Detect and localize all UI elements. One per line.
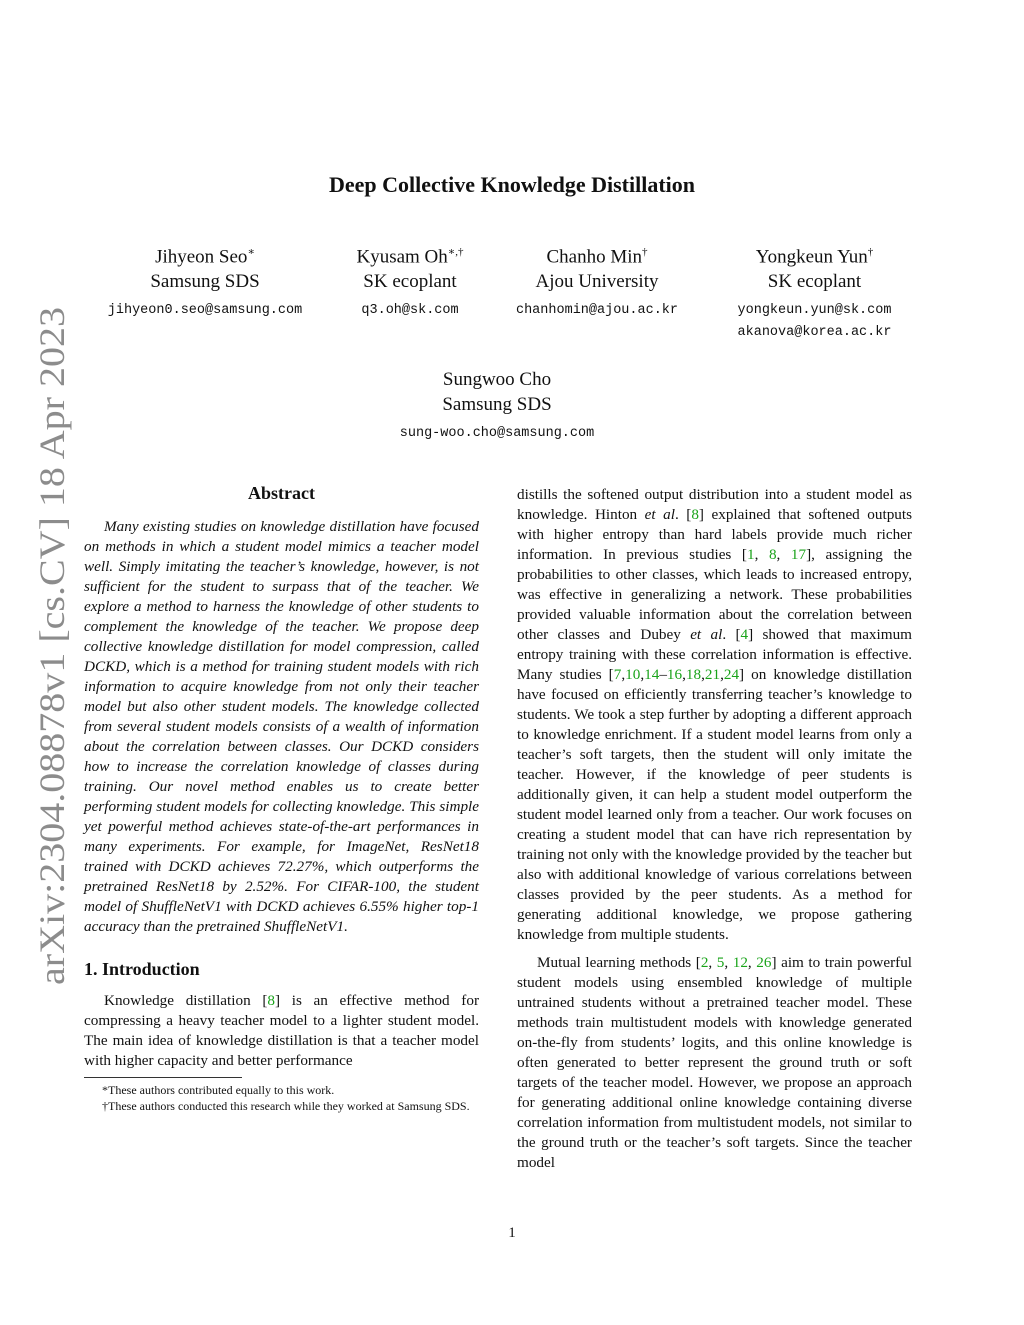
text-run: ,: [701, 666, 705, 683]
author-name: Kyusam Oh: [356, 246, 448, 268]
author-name: Yongkeun Yun: [755, 246, 868, 268]
author-block: [362, 367, 632, 445]
text-run: –: [659, 666, 667, 683]
author-mark: ∗,†: [447, 246, 464, 258]
citation-link[interactable]: 10: [625, 666, 641, 683]
citation-link[interactable]: 5: [716, 954, 725, 971]
citation-link[interactable]: 18: [685, 666, 702, 683]
arxiv-id-svg: [12, 305, 80, 985]
text-run: . [: [674, 506, 692, 523]
page-number: 1: [508, 1225, 516, 1241]
arxiv-id: arXiv:2304.08878v1 [cs.CV] 18 Apr 2023: [32, 375, 72, 985]
paper-title: Deep Collective Knowledge Distillation: [328, 172, 695, 197]
author-block: [330, 240, 490, 322]
citation-link[interactable]: 1: [746, 546, 755, 563]
author-block: [712, 240, 917, 344]
arxiv-sidebar: [12, 305, 80, 985]
author-email: q3.oh@sk.com: [361, 303, 459, 319]
citation-link[interactable]: 24: [723, 666, 740, 683]
footnote: †These authors conducted this research while they worked at Samsung SDS.: [102, 1099, 470, 1113]
text-run: ,: [640, 666, 645, 683]
text-run: ] on knowledge distillation have focused on efficiently transferring teacher’s knowledge to students. We took a step further by adopting a different approach to knowledge enrichment. If a student model learns from only a teacher’s soft targets, then the student will only imitate the teacher. However, if the knowledge of peer students is additionally given, it can help a student model outperform the student model learned only from a teacher. Our work focuses on creating a student model that can have rich representation by training not only with the knowledge provided by the teacher but also with additional knowledge of various correlations between classes provided by the peer students. As a method for generating additional knowledge, we propose gathering knowledge from multiple students.: [517, 666, 912, 943]
author-block: [85, 240, 325, 322]
citation-link[interactable]: 14: [644, 666, 660, 683]
text-run: ] aim to train powerful student models using ensembled knowledge of multiple untrained students without a pretrained teacher model. These methods train multistudent models with knowledge generated on-the-fly from students’ logits, and this online knowledge is often generated to better represent the ground truth or soft targets of the teacher model. However, we propose an approach for generating additional online knowledge containing diverse correlation information from multistudent models, not similar to the ground truth or the teacher’s soft targets. Since the teacher model: [517, 954, 913, 1171]
author-email: jihyeon0.seo@samsung.com: [107, 303, 303, 319]
citation-link[interactable]: 2: [700, 954, 709, 971]
text-run: ,: [724, 954, 733, 971]
author-email-secondary: akanova@korea.ac.kr: [737, 325, 892, 341]
text-run: ] explained that softened outputs with higher entropy than hard labels provide much richer information. In previous studies [: [517, 506, 913, 563]
citation-link[interactable]: 8: [691, 506, 699, 523]
text-run: ,: [720, 666, 724, 683]
section-heading: 1. Introduction: [84, 959, 200, 979]
author-email: sung-woo.cho@samsung.com: [399, 426, 595, 441]
citation-link[interactable]: 7: [613, 666, 622, 683]
text-run: ], assigning the probabilities to other classes, which leads to increased entropy, was effective in generalizing a network. These probabilities provided valuable information about the correlation between other classes and Dubey: [517, 546, 913, 643]
right-column: [517, 485, 912, 1173]
author-name: Chanho Min: [546, 246, 643, 268]
etal: et al: [644, 506, 675, 523]
author-mark: †: [642, 246, 648, 258]
author-name: Jihyeon Seo: [155, 246, 248, 268]
footnote-rule: [84, 1077, 242, 1078]
text-run: ,: [776, 546, 791, 563]
author-affiliation: Ajou University: [535, 271, 659, 293]
text-run: . [: [722, 626, 741, 643]
footnote: *These authors contributed equally to this work.: [102, 1083, 335, 1097]
author-affiliation: SK ecoplant: [363, 271, 457, 293]
text-run: ,: [708, 954, 717, 971]
author-affiliation: Samsung SDS: [150, 271, 260, 293]
author-affiliation: SK ecoplant: [767, 271, 862, 293]
citation-link[interactable]: 8: [267, 992, 275, 1009]
author-email: yongkeun.yun@sk.com: [737, 303, 892, 319]
author-block: [497, 240, 697, 322]
intro-paragraph: [84, 991, 479, 1071]
text-run: ,: [621, 666, 626, 683]
citation-link[interactable]: 21: [704, 666, 721, 683]
text-run: distills the softened output distribution into a student model as knowledge. Hinton: [517, 486, 912, 523]
left-column: [84, 483, 479, 1114]
abstract-heading: Abstract: [248, 483, 315, 503]
body-paragraph: [517, 953, 912, 1173]
citation-link[interactable]: 17: [790, 546, 807, 563]
author-email: chanhomin@ajou.ac.kr: [515, 303, 679, 319]
text-run: ] is an effective method for compressing a heavy teacher model to a lighter student model. The main idea of knowledge distillation is that a teacher model with higher capacity and better performance: [84, 992, 480, 1069]
citation-link[interactable]: 26: [756, 954, 772, 971]
author-affiliation: Samsung SDS: [442, 394, 552, 415]
citation-link[interactable]: 8: [768, 546, 777, 563]
author-mark: †: [867, 246, 874, 258]
text-run: ,: [747, 954, 757, 971]
text-run: ,: [682, 666, 686, 683]
text-run: ] showed that maximum entropy training with these correlation information is effective. Many studies [: [517, 626, 912, 683]
text-run: Knowledge distillation [: [104, 992, 268, 1009]
text-run: Mutual learning methods [: [537, 954, 701, 971]
text-run: ,: [754, 546, 769, 563]
abstract-body: Many existing studies on knowledge distillation have focused on methods in which a student model mimics a teacher model well. Simply imitating the teacher’s knowledge, however, is not sufficient for the student to surpass that of the teacher. We explore a method to harness the knowledge of other students to complement the knowledge of the teacher. We propose deep collective knowledge distillation for model compression, called DCKD, which is a method for training student models with rich information to acquire knowledge from not only their teacher model but also other student models. The knowledge collected from several student models consists of a wealth of information about the correlation between classes. Our DCKD considers how to increase the correlation knowledge of classes during training. Our novel method enables us to create better performing student models for collecting knowledge. This simple yet powerful method achieves state-of-the-art performances in many experiments. For example, for ImageNet, ResNet18 trained with DCKD achieves 72.27%, which outperforms the pretrained ResNet18 by 2.52%. For CIFAR-100, the student model of ShuffleNetV1 with DCKD achieves 6.55% higher top-1 accuracy than the pretrained ShuffleNetV1.: [84, 518, 479, 935]
citation-link[interactable]: 16: [666, 666, 683, 683]
citation-link[interactable]: 4: [740, 626, 749, 643]
body-paragraph: [517, 485, 912, 945]
author-mark: ∗: [247, 246, 255, 258]
etal: et al: [690, 626, 723, 643]
citation-link[interactable]: 12: [732, 954, 748, 971]
author-name: Sungwoo Cho: [442, 369, 552, 390]
